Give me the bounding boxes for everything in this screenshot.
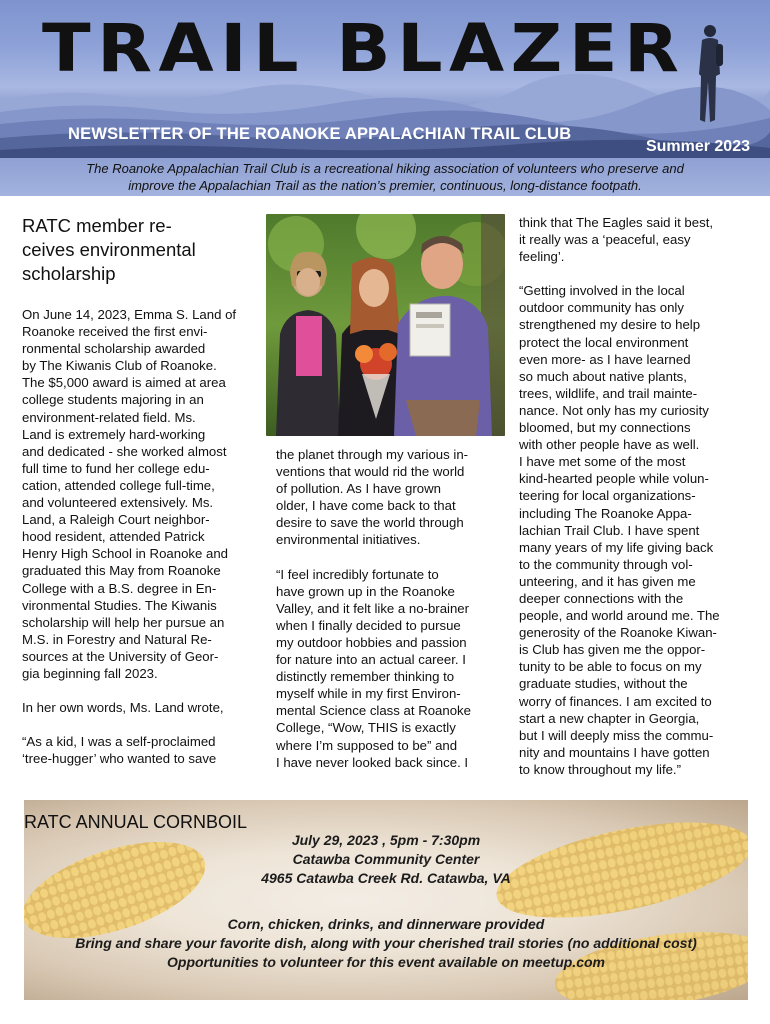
event-notes bbox=[24, 915, 748, 972]
article-paragraph: In her own words, Ms. Land wrote, bbox=[22, 700, 224, 716]
event-details bbox=[24, 831, 748, 888]
event-venue: Catawba Community Center bbox=[292, 851, 480, 867]
scholarship-photo bbox=[266, 214, 505, 436]
event-volunteer: Opportunities to volunteer for this event available on meetup.com bbox=[167, 954, 605, 970]
newsletter-title: TRAIL BLAZER bbox=[42, 10, 686, 87]
article-paragraph: “I feel incredibly fortunate to have grown up in the Roanoke Valley, and it felt like a no-brainer when I finally decided to pursue my outdoor hobbies and passion for nature into an actual career. I distinctly remember thinking to myself while in my first Environ- mental Science class at Roanoke College, “Wow, THIS is exactly where I’m supposed to be” and I have never looked back since. I bbox=[276, 566, 471, 770]
cornboil-banner bbox=[24, 800, 748, 1000]
issue-date: Summer 2023 bbox=[645, 138, 750, 155]
hiker-silhouette-icon bbox=[690, 22, 730, 132]
photo-three-people-image bbox=[266, 214, 505, 436]
article-paragraph: On June 14, 2023, Emma S. Land of Roanoke received the first envi- ronmental scholarship awarded by The Kiwanis Club of Roanoke. The $5,000 award is aimed at area college students majoring in an environment-related field. Ms. Land is extremely hard-working and dedicated - she worked almost full time to fund her college edu- cation, attended college full-time, and volunteered extensively. Ms. Land, a Raleigh Court neighbor- hood resident, attended Patrick Henry High School in Roanoke and graduated this May from Roanoke College with a B.S. degree in En- vironmental Studies. The Kiwanis scholarship will help her pursue an M.S. in Forestry and Natural Re- sources at the University of Geor- gia beginning fall 2023. bbox=[22, 307, 237, 681]
article-paragraph: “As a kid, I was a self-proclaimed ‘tree-hugger’ who wanted to save bbox=[22, 734, 217, 767]
event-provided: Corn, chicken, drinks, and dinnerware provided bbox=[227, 916, 545, 932]
article-headline: RATC member re- ceives environmental scholarship bbox=[22, 215, 196, 284]
mission-line-2: improve the Appalachian Trail as the nation’s premier, continuous, long-distance footpath. bbox=[128, 178, 642, 193]
mission-line-1: The Roanoke Appalachian Trail Club is a recreational hiking association of volunteers who preserve and bbox=[86, 161, 684, 176]
event-bring: Bring and share your favorite dish, along with your cherished trail stories (no additional cost) bbox=[75, 935, 697, 951]
event-address: 4965 Catawba Creek Rd. Catawba, VA bbox=[261, 870, 511, 886]
article-paragraph: the planet through my various in- ventions that would rid the world of pollution. As I have grown older, I have come back to that desire to save the world through environmental initiatives. bbox=[276, 447, 469, 548]
mission-statement bbox=[0, 158, 770, 196]
article-paragraph: think that The Eagles said it best, it really was a ‘peaceful, easy feeling’. bbox=[519, 215, 714, 265]
article-column-1 bbox=[22, 306, 262, 767]
article-column-2 bbox=[276, 446, 506, 771]
newsletter-subtitle: NEWSLETTER OF THE ROANOKE APPALACHIAN TRAIL CLUB bbox=[68, 125, 572, 143]
cornboil-title: RATC ANNUAL CORNBOIL bbox=[24, 812, 248, 832]
article-column-3 bbox=[519, 214, 751, 778]
article-paragraph: “Getting involved in the local outdoor community has only strengthened my desire to help protect the local environment even more- as I have learned so much about native plants, trees, wildlife, and trail mainte- nance. Not only has my curiosity bloomed, but my connections with other people have as well. I have met some of the most kind-hearted people while volun- teering for local organizations- including The Roanoke Appa- lachian Trail Club. I have spent many years of my life giving back to the community through vol- unteering, and it has given me deeper connections with the people, and world around me. The generosity of the Roanoke Kiwan- is Club has given me the oppor- tunity to be able to focus on my graduate studies, without the worry of finances. I am excited to start a new chapter in Georgia, but I will deeply miss the commu- nity and mountains I have gotten to know throughout my life.” bbox=[519, 283, 720, 777]
masthead bbox=[0, 0, 770, 158]
event-date: July 29, 2023 , 5pm - 7:30pm bbox=[291, 832, 481, 848]
